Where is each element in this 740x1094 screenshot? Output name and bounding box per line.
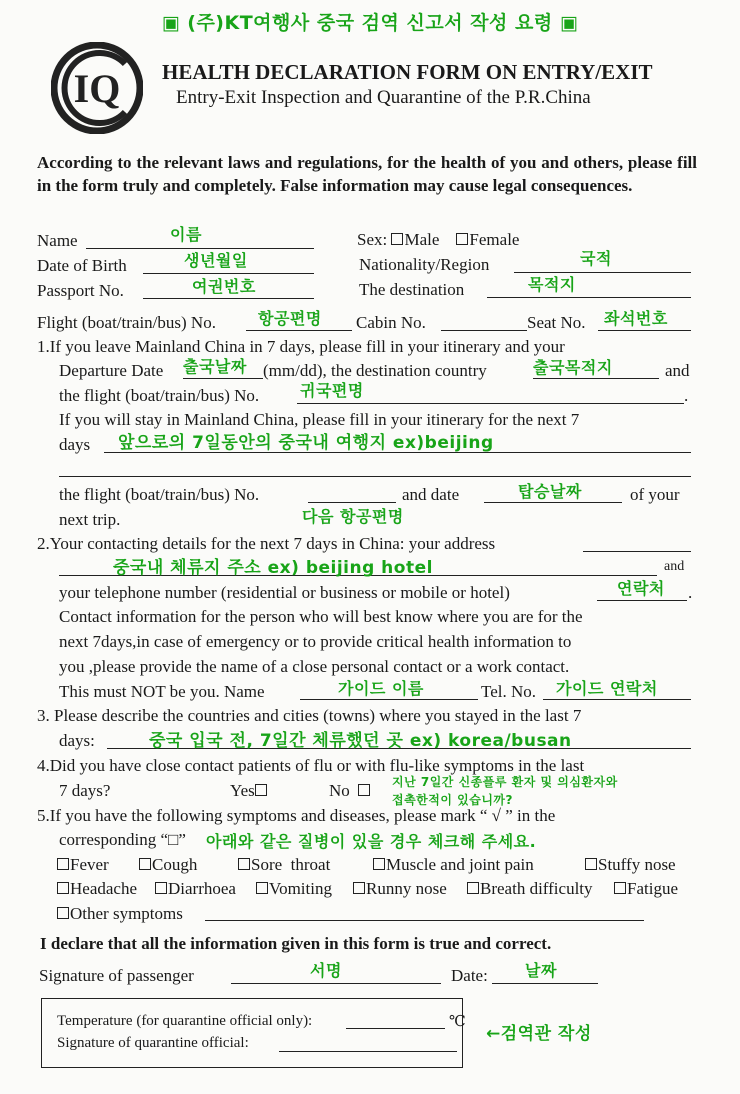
sore-throat-checkbox[interactable] xyxy=(238,858,250,870)
q4-hint-line2: 접촉한적이 있습니까? xyxy=(392,793,513,807)
yes-label: Yes xyxy=(230,781,255,800)
address-hint: 중국내 체류지 주소 ex) beijing hotel xyxy=(113,558,433,578)
q5-corresponding: corresponding “□” xyxy=(59,830,186,849)
symptom-cough[interactable]: Cough xyxy=(139,855,197,875)
dob-hint: 생년월일 xyxy=(184,251,248,270)
symptom-vomiting[interactable]: Vomiting xyxy=(256,879,332,899)
symptom-breath-difficulty[interactable]: Breath difficulty xyxy=(467,879,593,899)
q4-no xyxy=(329,781,371,801)
itinerary-field-line2[interactable] xyxy=(59,476,691,477)
dob-label: Date of Birth xyxy=(37,256,127,275)
declaration-text: I declare that all the information given in this form is true and correct. xyxy=(40,934,552,953)
q1-stay-line: If you will stay in Mainland China, please fill in your itinerary for the next 7 xyxy=(59,410,580,429)
official-signature-field[interactable] xyxy=(279,1051,457,1052)
sex-field xyxy=(357,230,519,250)
departure-date-field[interactable] xyxy=(183,378,263,379)
no-label: No xyxy=(329,781,350,800)
q1-days-label: days xyxy=(59,435,91,454)
form-subtitle: Entry-Exit Inspection and Quarantine of the P.R.China xyxy=(176,87,591,108)
q3-days-label: days: xyxy=(59,731,95,750)
flight-field[interactable] xyxy=(246,330,352,331)
guide-tel-hint: 가이드 연락처 xyxy=(556,679,658,698)
destination-label: The destination xyxy=(359,280,465,299)
fever-checkbox[interactable] xyxy=(57,858,69,870)
destination-country-field[interactable] xyxy=(533,378,659,379)
official-box xyxy=(41,998,463,1068)
q1-of-your: of your xyxy=(630,485,680,504)
female-label: Female xyxy=(469,230,520,249)
q1-line1: 1.If you leave Mainland China in 7 days, please fill in your itinerary and your xyxy=(37,337,565,356)
flight-hint: 항공편명 xyxy=(258,309,322,328)
symptom-headache[interactable]: Headache xyxy=(57,879,137,899)
q2-and: and xyxy=(664,559,685,574)
guide-tel-field[interactable] xyxy=(543,699,691,700)
signature-field[interactable] xyxy=(231,983,441,984)
breath-difficulty-checkbox[interactable] xyxy=(467,882,479,894)
return-flight-hint: 귀국편명 xyxy=(300,381,364,400)
q3-line1: 3. Please describe the countries and cities (towns) where you stayed in the last 7 xyxy=(37,706,582,725)
destination-country-hint: 출국목적지 xyxy=(533,358,613,377)
symptom-stuffy-nose[interactable]: Stuffy nose xyxy=(585,855,676,875)
name-hint: 이름 xyxy=(170,225,202,244)
q2-contact-line3: you ,please provide the name of a close personal contact or a work contact. xyxy=(59,657,570,676)
diarrhoea-checkbox[interactable] xyxy=(155,882,167,894)
intro-text: According to the relevant laws and regulations, for the health of you and others, please fill in the form truly and completely. False information may cause legal consequences. xyxy=(37,153,697,195)
boarding-date-hint: 탑승날짜 xyxy=(518,482,582,501)
stuffy-nose-checkbox[interactable] xyxy=(585,858,597,870)
other-symptoms-field[interactable] xyxy=(205,920,644,921)
signature-hint: 서명 xyxy=(310,961,342,980)
stayed-places-hint: 중국 입국 전, 7일간 체류했던 곳 ex) korea/busan xyxy=(149,731,572,751)
seat-hint: 좌석번호 xyxy=(604,309,668,328)
boarding-date-field[interactable] xyxy=(484,502,622,503)
destination-field[interactable] xyxy=(487,297,691,298)
passport-field[interactable] xyxy=(143,298,314,299)
male-label: Male xyxy=(404,230,440,249)
passport-label: Passport No. xyxy=(37,281,124,300)
fatigue-checkbox[interactable] xyxy=(614,882,626,894)
symptom-fatigue[interactable]: Fatigue xyxy=(614,879,678,899)
temperature-unit: ℃ xyxy=(449,1014,466,1030)
female-checkbox[interactable] xyxy=(456,233,468,245)
telephone-hint: 연락처 xyxy=(617,579,665,598)
seat-label: Seat No. xyxy=(527,313,586,332)
temperature-field[interactable] xyxy=(346,1028,445,1029)
q1-and-date: and date xyxy=(402,485,460,504)
guide-name-hint: 가이드 이름 xyxy=(338,679,424,698)
official-note: ←검역관 작성 xyxy=(486,1024,592,1044)
official-signature-label: Signature of quarantine official: xyxy=(57,1035,249,1051)
no-checkbox[interactable] xyxy=(358,784,370,796)
temperature-label: Temperature (for quarantine official only): xyxy=(57,1013,313,1029)
next-flight-field[interactable] xyxy=(308,502,396,503)
signature-label: Signature of passenger xyxy=(39,966,194,985)
q1-period: . xyxy=(684,386,689,405)
logo-letters: IQ xyxy=(73,66,121,111)
return-flight-field[interactable] xyxy=(297,403,684,404)
q4-hint-line1: 지난 7일간 신종플루 환자 및 의심환자와 xyxy=(392,775,618,789)
flight-label: Flight (boat/train/bus) No. xyxy=(37,313,216,332)
next-flight-hint: 다음 항공편명 xyxy=(302,507,404,526)
q5-line1: 5.If you have the following symptoms and diseases, please mark “ √ ” in the xyxy=(37,806,556,825)
q2-tel-end: . xyxy=(688,583,693,602)
sex-label: Sex: xyxy=(357,230,388,249)
male-checkbox[interactable] xyxy=(391,233,403,245)
destination-hint: 목적지 xyxy=(528,275,576,294)
departure-date-hint: 출국날짜 xyxy=(183,357,247,376)
date-hint: 날짜 xyxy=(525,961,557,980)
q2-contact-line4: This must NOT be you. Name xyxy=(59,682,265,701)
q2-contact-line2: next 7days,in case of emergency or to provide critical health information to xyxy=(59,632,572,651)
q4-yes xyxy=(230,781,268,801)
q2-line1: 2.Your contacting details for the next 7 days in China: your address xyxy=(37,534,496,553)
q5-hint: 아래와 같은 질병이 있을 경우 체크해 주세요. xyxy=(206,832,537,851)
symptom-sore-throat[interactable]: Sore throat xyxy=(238,855,330,875)
nationality-hint: 국적 xyxy=(580,249,612,268)
address-field[interactable] xyxy=(583,551,691,552)
symptom-other[interactable]: Other symptoms xyxy=(57,904,183,924)
seat-field[interactable] xyxy=(598,330,691,331)
muscle-pain-checkbox[interactable] xyxy=(373,858,385,870)
telephone-field[interactable] xyxy=(597,600,687,601)
other-checkbox[interactable] xyxy=(57,907,69,919)
cabin-field[interactable] xyxy=(441,330,527,331)
vomiting-checkbox[interactable] xyxy=(256,882,268,894)
q1-flight-label-2: the flight (boat/train/bus) No. xyxy=(59,485,260,504)
q1-flight-label: the flight (boat/train/bus) No. xyxy=(59,386,260,405)
date-field[interactable] xyxy=(492,983,598,984)
q1-and: and xyxy=(665,361,690,380)
q1-next-trip: next trip. xyxy=(59,510,121,529)
passport-hint: 여권번호 xyxy=(192,277,256,296)
headache-checkbox[interactable] xyxy=(57,882,69,894)
ciq-logo-icon xyxy=(51,42,143,134)
cough-checkbox[interactable] xyxy=(139,858,151,870)
yes-checkbox[interactable] xyxy=(255,784,267,796)
itinerary-hint: 앞으로의 7일동안의 중국내 여행지 ex)beijing xyxy=(118,433,494,453)
cabin-label: Cabin No. xyxy=(356,313,426,332)
q4-line2: 7 days? xyxy=(59,781,111,800)
name-label: Name xyxy=(37,231,78,250)
q4-line1: 4.Did you have close contact patients of flu or with flu-like symptoms in the last xyxy=(37,756,585,775)
symptom-diarrhoea[interactable]: Diarrhoea xyxy=(155,879,236,899)
symptom-muscle-joint-pain[interactable]: Muscle and joint pain xyxy=(373,855,534,875)
q2-tel-line: your telephone number (residential or business or mobile or hotel) xyxy=(59,583,510,602)
form-title: HEALTH DECLARATION FORM ON ENTRY/EXIT xyxy=(162,60,653,84)
nationality-label: Nationality/Region xyxy=(359,255,490,274)
banner-title: ▣ (주)KT여행사 중국 검역 신고서 작성 요령 ▣ xyxy=(161,12,579,34)
q1-departure-label: Departure Date xyxy=(59,361,164,380)
symptom-fever[interactable]: Fever xyxy=(57,855,109,875)
q1-departure-suffix: (mm/dd), the destination country xyxy=(263,361,487,380)
guide-name-field[interactable] xyxy=(300,699,478,700)
q2-tel-no-label: Tel. No. xyxy=(481,682,536,701)
runny-nose-checkbox[interactable] xyxy=(353,882,365,894)
date-label: Date: xyxy=(451,966,488,985)
q2-contact-line1: Contact information for the person who will best know where you are for the xyxy=(59,607,583,626)
symptom-runny-nose[interactable]: Runny nose xyxy=(353,879,447,899)
